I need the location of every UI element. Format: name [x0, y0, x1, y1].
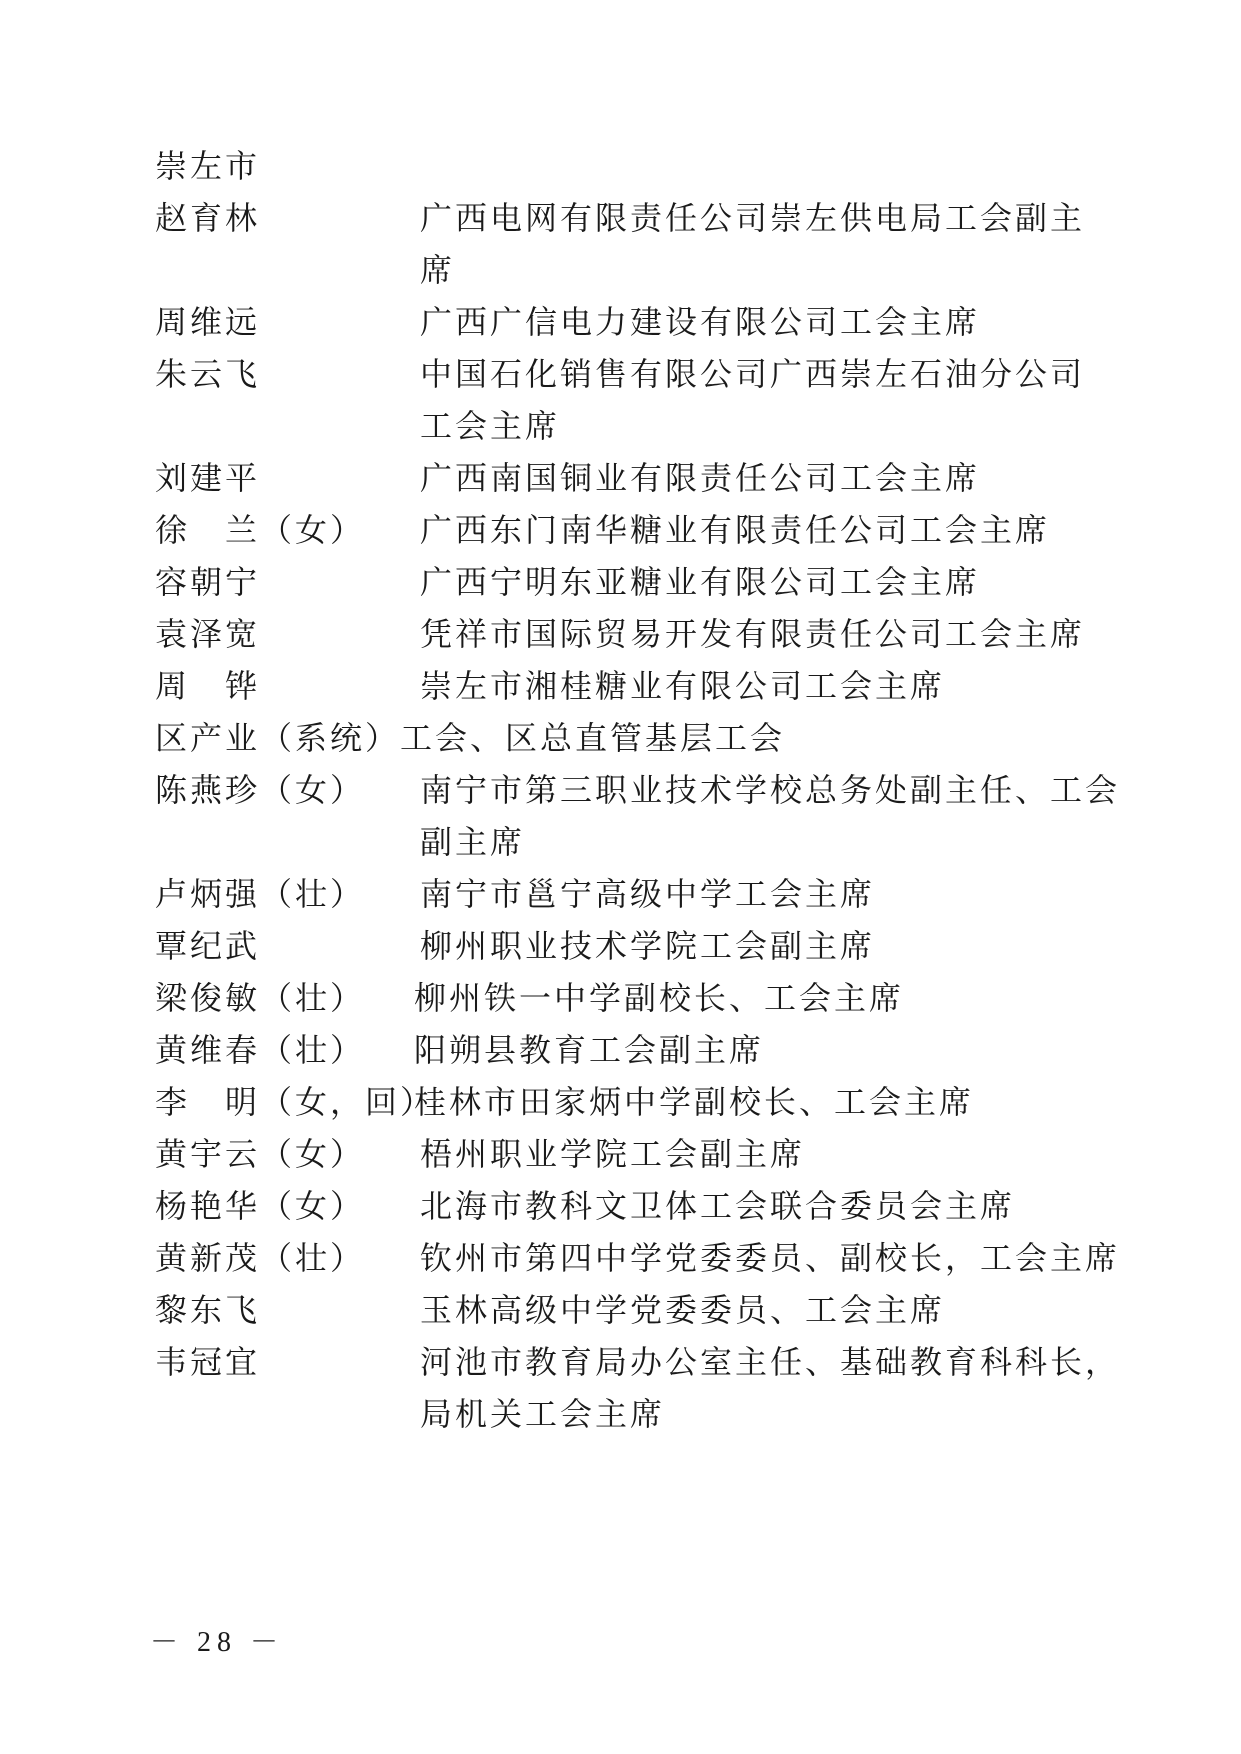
- entry-name: 黎东飞: [155, 1291, 261, 1329]
- entry-org: 柳州铁一中学副校长、工会主席: [414, 979, 905, 1017]
- entry-org-cont: 席: [420, 251, 456, 289]
- entry-name: 杨艳华（女）: [155, 1187, 366, 1225]
- entry-name: 周 铧: [155, 667, 261, 705]
- entry-name: 梁俊敏（壮）: [155, 979, 366, 1017]
- entry-name: 袁泽宽: [155, 615, 261, 653]
- entry-name: 刘建平: [155, 459, 261, 497]
- entry-name: 卢炳强（壮）: [155, 875, 366, 913]
- entry-org: 南宁市第三职业技术学校总务处副主任、工会: [420, 771, 1121, 809]
- entry-org: 广西电网有限责任公司崇左供电局工会副主: [420, 199, 1086, 237]
- entry-org: 钦州市第四中学党委委员、副校长，工会主席: [420, 1239, 1121, 1277]
- page-number: － 28 －: [150, 1627, 285, 1658]
- entry-org: 崇左市湘桂糖业有限公司工会主席: [420, 667, 946, 705]
- entry-name: 黄新茂（壮）: [155, 1239, 366, 1277]
- entry-name: 容朝宁: [155, 563, 261, 601]
- entry-org: 中国石化销售有限公司广西崇左石油分公司: [420, 355, 1086, 393]
- entry-org: 南宁市邕宁高级中学工会主席: [420, 875, 876, 913]
- entry-org: 梧州职业学院工会副主席: [420, 1135, 806, 1173]
- entry-name: 赵育林: [155, 199, 261, 237]
- entry-name: 李 明（女，回）: [155, 1083, 436, 1121]
- entry-org: 广西广信电力建设有限公司工会主席: [420, 303, 981, 341]
- entry-name: 黄维春（壮）: [155, 1031, 366, 1069]
- entry-org: 桂林市田家炳中学副校长、工会主席: [414, 1083, 975, 1121]
- entry-org: 凭祥市国际贸易开发有限责任公司工会主席: [420, 615, 1086, 653]
- entry-org: 柳州职业技术学院工会副主席: [420, 927, 876, 965]
- entry-name: 黄宇云（女）: [155, 1135, 366, 1173]
- entry-org-cont: 工会主席: [420, 407, 561, 445]
- entry-org-cont: 副主席: [420, 823, 526, 861]
- entry-org: 河池市教育局办公室主任、基础教育科科长，: [420, 1343, 1121, 1381]
- entry-name: 韦冠宜: [155, 1343, 261, 1381]
- entry-org: 广西宁明东亚糖业有限公司工会主席: [420, 563, 981, 601]
- entry-name: 徐 兰（女）: [155, 511, 366, 549]
- entry-org: 广西南国铜业有限责任公司工会主席: [420, 459, 981, 497]
- entry-name: 陈燕珍（女）: [155, 771, 366, 809]
- entry-org: 广西东门南华糖业有限责任公司工会主席: [420, 511, 1051, 549]
- section-title-industry-unions: 区产业（系统）工会、区总直管基层工会: [155, 719, 786, 757]
- entry-org: 阳朔县教育工会副主席: [414, 1031, 765, 1069]
- entry-name: 周维远: [155, 303, 261, 341]
- entry-org: 北海市教科文卫体工会联合委员会主席: [420, 1187, 1016, 1225]
- entry-name: 覃纪武: [155, 927, 261, 965]
- entry-org-cont: 局机关工会主席: [420, 1395, 666, 1433]
- section-title-chongzuo: 崇左市: [155, 147, 261, 185]
- entry-name: 朱云飞: [155, 355, 261, 393]
- entry-org: 玉林高级中学党委委员、工会主席: [420, 1291, 946, 1329]
